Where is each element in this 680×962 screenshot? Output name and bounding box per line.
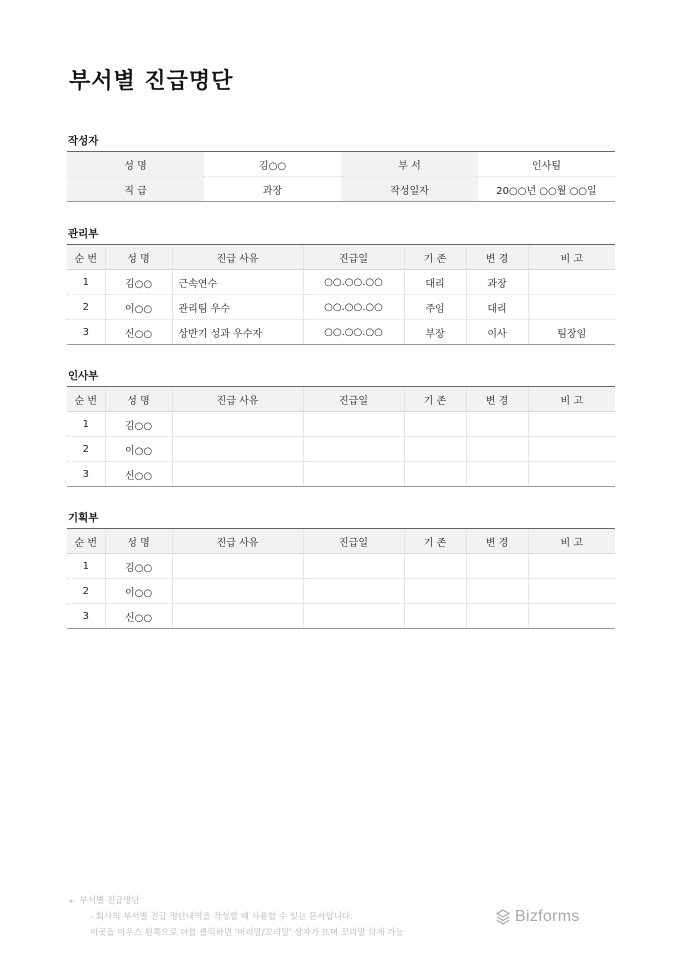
logo-text: Bizforms [515, 908, 580, 925]
header-no: 순 번 [67, 387, 105, 412]
cell-no: 2 [67, 295, 105, 320]
cell-name[interactable]: 이○○ [105, 295, 172, 320]
bizforms-logo [495, 908, 580, 926]
cell-previous[interactable] [404, 462, 466, 487]
cell-name[interactable]: 이○○ [105, 437, 172, 462]
table-row [67, 320, 615, 345]
label-rank: 직 급 [67, 177, 204, 202]
cell-previous[interactable]: 대리 [404, 270, 466, 295]
cell-no: 3 [67, 462, 105, 487]
cell-no: 3 [67, 320, 105, 345]
cell-reason[interactable] [172, 554, 303, 579]
promotion-table-hr [67, 386, 615, 487]
value-rank[interactable]: 과장 [204, 177, 341, 202]
author-row [67, 152, 615, 177]
header-date: 진급일 [303, 529, 404, 554]
cell-no: 1 [67, 554, 105, 579]
table-row [67, 604, 615, 629]
header-name: 성 명 [105, 387, 172, 412]
table-row [67, 579, 615, 604]
label-date: 작성일자 [341, 177, 478, 202]
cell-remarks[interactable] [528, 412, 615, 437]
value-department[interactable]: 인사팀 [478, 152, 615, 177]
cell-previous[interactable] [404, 437, 466, 462]
header-reason: 진급 사유 [172, 245, 303, 270]
author-row [67, 177, 615, 202]
cell-name[interactable]: 신○○ [105, 462, 172, 487]
cell-reason[interactable]: 근속연수 [172, 270, 303, 295]
header-new: 변 경 [466, 245, 528, 270]
header-reason: 진급 사유 [172, 387, 303, 412]
cell-remarks[interactable] [528, 295, 615, 320]
table-row [67, 412, 615, 437]
cell-remarks[interactable] [528, 579, 615, 604]
table-row [67, 554, 615, 579]
footer-hint: 이곳을 마우스 왼쪽으로 더블 클릭하면 '머리말/꼬리말' 상자가 뜨며 꼬리말 삭제 가능 [90, 928, 404, 938]
document-footer[interactable] [70, 893, 404, 941]
header-previous: 기 존 [404, 529, 466, 554]
cell-remarks[interactable] [528, 604, 615, 629]
cell-date[interactable] [303, 462, 404, 487]
bizforms-logo-icon [495, 909, 511, 925]
header-new: 변 경 [466, 387, 528, 412]
cell-new[interactable] [466, 554, 528, 579]
cell-previous[interactable] [404, 604, 466, 629]
header-previous: 기 존 [404, 245, 466, 270]
department-heading-hr: 인사부 [68, 370, 99, 382]
cell-previous[interactable] [404, 579, 466, 604]
label-name: 성 명 [67, 152, 204, 177]
header-remarks: 비 고 [528, 245, 615, 270]
cell-no: 2 [67, 437, 105, 462]
table-header-row [67, 529, 615, 554]
footer-description: - 회사의 부서별 진급 명단내역을 작성할 때 사용할 수 있는 문서입니다. [90, 912, 353, 922]
cell-date[interactable] [303, 579, 404, 604]
cell-remarks[interactable]: 팀장임 [528, 320, 615, 345]
header-no: 순 번 [67, 529, 105, 554]
cell-new[interactable]: 과장 [466, 270, 528, 295]
header-name: 성 명 [105, 245, 172, 270]
cell-name[interactable]: 김○○ [105, 270, 172, 295]
cell-remarks[interactable] [528, 554, 615, 579]
cell-previous[interactable] [404, 554, 466, 579]
footer-title: ▸ 부서별 진급명단 [70, 893, 404, 909]
author-info-table [67, 151, 615, 202]
header-reason: 진급 사유 [172, 529, 303, 554]
value-date[interactable]: 20○○년 ○○월 ○○일 [478, 177, 615, 202]
cell-reason[interactable] [172, 462, 303, 487]
cell-new[interactable] [466, 412, 528, 437]
author-section-heading: 작성자 [68, 135, 99, 147]
cell-new[interactable] [466, 604, 528, 629]
header-remarks: 비 고 [528, 529, 615, 554]
header-name: 성 명 [105, 529, 172, 554]
header-date: 진급일 [303, 245, 404, 270]
cell-remarks[interactable] [528, 462, 615, 487]
cell-name[interactable]: 이○○ [105, 579, 172, 604]
cell-previous[interactable] [404, 412, 466, 437]
cell-no: 1 [67, 270, 105, 295]
cell-name[interactable]: 김○○ [105, 412, 172, 437]
label-department: 부 서 [341, 152, 478, 177]
cell-date[interactable]: ○○.○○.○○ [303, 320, 404, 345]
cell-previous[interactable]: 주임 [404, 295, 466, 320]
cell-new[interactable]: 대리 [466, 295, 528, 320]
cell-no: 1 [67, 412, 105, 437]
header-remarks: 비 고 [528, 387, 615, 412]
page-title: 부서별 진급명단 [69, 69, 234, 94]
cell-date[interactable]: ○○.○○.○○ [303, 295, 404, 320]
promotion-table-admin [67, 244, 615, 345]
header-previous: 기 존 [404, 387, 466, 412]
promotion-table-planning [67, 528, 615, 629]
cell-new[interactable]: 이사 [466, 320, 528, 345]
cell-no: 3 [67, 604, 105, 629]
cell-date[interactable] [303, 412, 404, 437]
table-row [67, 295, 615, 320]
cell-new[interactable] [466, 462, 528, 487]
department-heading-admin: 관리부 [68, 228, 99, 240]
cell-reason[interactable] [172, 412, 303, 437]
header-new: 변 경 [466, 529, 528, 554]
cell-new[interactable] [466, 579, 528, 604]
cell-reason[interactable]: 상반기 성과 우수자 [172, 320, 303, 345]
table-row [67, 437, 615, 462]
header-no: 순 번 [67, 245, 105, 270]
cell-name[interactable]: 김○○ [105, 554, 172, 579]
header-date: 진급일 [303, 387, 404, 412]
table-row [67, 462, 615, 487]
cell-remarks[interactable] [528, 270, 615, 295]
department-heading-planning: 기획부 [68, 512, 99, 524]
cell-date[interactable] [303, 437, 404, 462]
cell-reason[interactable] [172, 437, 303, 462]
cell-name[interactable]: 신○○ [105, 604, 172, 629]
table-header-row [67, 387, 615, 412]
cell-name[interactable]: 신○○ [105, 320, 172, 345]
cell-remarks[interactable] [528, 437, 615, 462]
cell-reason[interactable] [172, 604, 303, 629]
cell-new[interactable] [466, 437, 528, 462]
cell-date[interactable]: ○○.○○.○○ [303, 270, 404, 295]
cell-date[interactable] [303, 604, 404, 629]
cell-date[interactable] [303, 554, 404, 579]
cell-reason[interactable]: 관리팀 우수 [172, 295, 303, 320]
cell-previous[interactable]: 부장 [404, 320, 466, 345]
cell-reason[interactable] [172, 579, 303, 604]
table-row [67, 270, 615, 295]
table-header-row [67, 245, 615, 270]
value-name[interactable]: 김○○ [204, 152, 341, 177]
cell-no: 2 [67, 579, 105, 604]
